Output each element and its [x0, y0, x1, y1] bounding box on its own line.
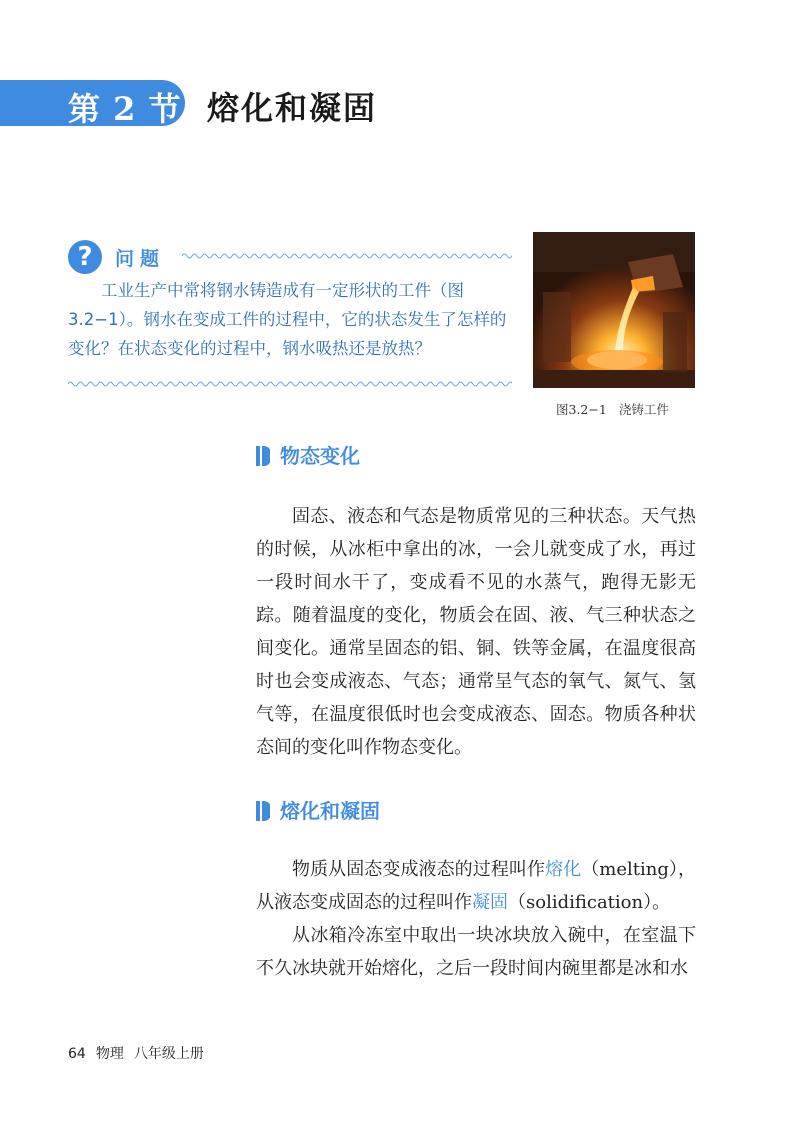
subsection-heading-1-text: 物态变化 [280, 444, 360, 468]
paragraph-melting-solidification: 物质从固态变成液态的过程叫作熔化（melting），从液态变成固态的过程叫作凝固（solidification）。 从冰箱冷冻室中取出一块冰块放入碗中，在室温下不久冰块就开始熔化，之后一段时间内碗里都是冰和水 [256, 853, 696, 985]
section-number: 第 2 节 [68, 90, 182, 128]
question-mark-icon: ? [68, 240, 102, 274]
page-footer [68, 1043, 214, 1063]
footer-subject: 物理 [95, 1046, 124, 1062]
subsection-heading-1 [256, 440, 360, 469]
page-number: 64 [68, 1046, 86, 1062]
heading-marker-icon [256, 446, 270, 466]
subsection-heading-2-text: 熔化和凝固 [280, 799, 380, 823]
subsection-heading-2 [256, 795, 380, 824]
term-solidification: 凝固 [472, 892, 508, 913]
paragraph-states-of-matter: 固态、液态和气态是物质常见的三种状态。天气热的时候，从冰柜中拿出的冰，一会儿就变成了水，再过一段时间水干了，变成看不见的水蒸气，跑得无影无踪。随着温度的变化，物质会在固、液、气三种状态之间变化。通常呈固态的铝、铜、铁等金属，在温度很高时也会变成液态、气态；通常呈气态的氧气、氮气、氢气等，在温度很低时也会变成液态、固态。物质各种状态间的变化叫作物态变化。 [256, 506, 696, 758]
question-label: 问题 [115, 248, 166, 270]
wavy-divider-top [182, 252, 512, 260]
footer-grade: 八年级上册 [133, 1046, 204, 1062]
heading-marker-icon [256, 801, 270, 821]
term-melting: 熔化 [545, 859, 582, 880]
paragraph-ice-melting: 从冰箱冷冻室中取出一块冰块放入碗中，在室温下不久冰块就开始熔化，之后一段时间内碗里都是冰和水 [256, 925, 696, 979]
question-text: 工业生产中常将钢水铸造成有一定形状的工件（图 3.2−1）。钢水在变成工件的过程中，它的状态发生了怎样的变化？在状态变化的过程中，钢水吸热还是放热？ [68, 281, 507, 358]
wavy-divider-bottom [68, 380, 512, 388]
figure-caption [556, 400, 681, 418]
molten-steel-pouring-photo [533, 232, 695, 388]
figure-caption-text: 浇铸工件 [618, 402, 669, 417]
section-title: 熔化和凝固 [207, 89, 378, 127]
figure-number: 图3.2−1 [556, 402, 607, 417]
